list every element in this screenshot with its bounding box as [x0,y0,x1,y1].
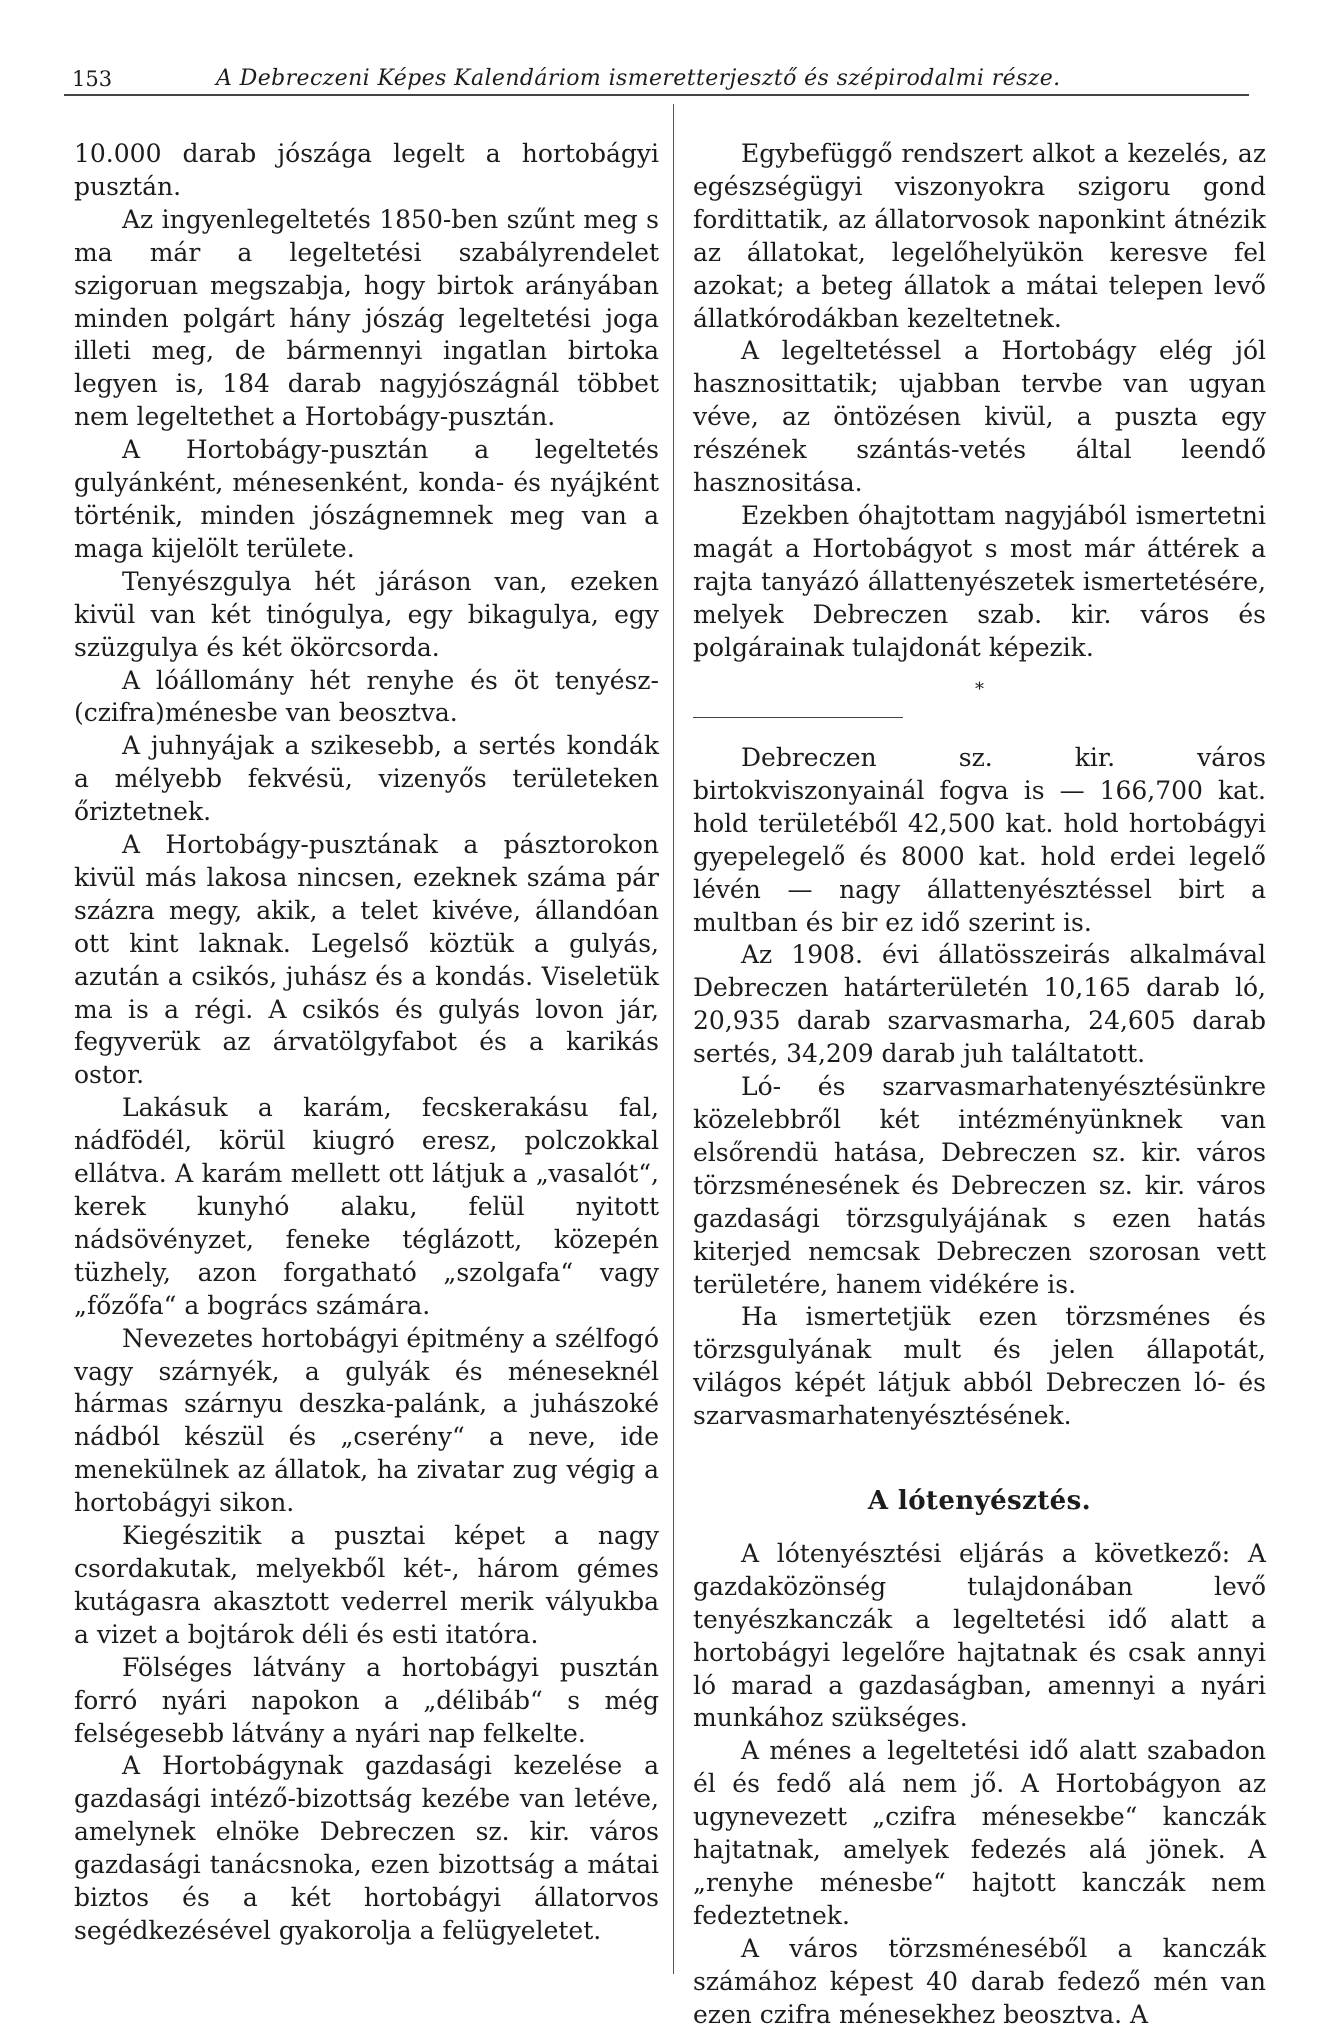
paragraph: Kiegészitik a pusztai képet a nagy csordakutak, melyekből két-, három gémes kutágasra akasztott vederrel merik vályukba a vizet a bojtárok déli és esti itatóra. [74,1521,659,1649]
separator-rule [693,717,903,719]
paragraph: A juhnyájak a szikesebb, a sertés kondák a mélyebb fekvésü, vizenyős területeken őriztetnek. [74,731,659,827]
paragraph: A Hortobágy-pusztának a pásztorokon kivül más lakosa nincsen, ezeknek száma pár százra megy, akik, a telet kivéve, állandóan ott kint laknak. Legelső köztük a gulyás, azután a csikós, juhász és a kondás. Viseletük ma is a régi. A csikós és gulyás lovon jár, fegyverük az árvatölgyfabot és a karikás ostor. [74,830,659,1090]
paragraph: A lótenyésztési eljárás a következő: A gazdaközönség tulajdonában levő tenyészkanczák a legeltetési idő alatt a hortobágyi legelőre hajtatnak és csak annyi ló marad a gazdaságban, amennyi a nyári munkához szükséges. [693,1538,1266,1733]
paragraph: Fölséges látvány a hortobágyi pusztán forró nyári napokon a „délibáb“ s még felségesebb látvány a nyári nap felkelte. [74,1652,659,1748]
paragraph: Ezekben óhajtottam nagyjából ismertetni magát a Hortobágyot s most már áttérek a rajta tanyázó állattenyészetek ismertetésére, melyek Debreczen szab. kir. város és polgárainak tulajdonát képezik. [693,500,1266,662]
paragraph: Tenyészgulya hét járáson van, ezeken kivül van két tinógulya, egy bikagulya, egy szüzgulya és két ökörcsorda. [74,566,659,662]
paragraph: Az 1908. évi állatösszeirás alkalmával Debreczen határterületén 10,165 darab ló, 20,935 darab szarvasmarha, 24,605 darab sertés, 34,209 darab juh találtatott. [693,940,1266,1069]
column-divider [673,104,674,1974]
paragraph: A Hortobágy-pusztán a legeltetés gulyánként, ménesenként, konda- és nyájként történik, minden jószágnemnek meg van a maga kijelölt területe. [74,435,659,563]
section-heading: A lótenyésztés. [867,1486,1092,1517]
section-separator: * [975,678,984,700]
paragraph: A legeltetéssel a Hortobágy elég jól hasznosittatik; ujabban tervbe van ugyan véve, az öntözésen kivül, a puszta egy részének szántás-vetés által leendő hasznositása. [693,336,1266,498]
left-column [74,138,659,1948]
running-title: A Debreczeni Képes Kalendáriom ismeretterjesztő és szépirodalmi része. [216,66,1061,91]
page-number: 153 [72,67,113,91]
paragraph: A Hortobágynak gazdasági kezelése a gazdasági intéző-bizottság kezébe van letéve, amelynek elnöke Debreczen sz. kir. város gazdasági tanácsnoka, ezen bizottság a mátai biztos és a két hortobágyi állatorvos segédkezésével gyakorolja a felügyeletet. [74,1751,659,1945]
paragraph: Az ingyenlegeltetés 1850-ben szűnt meg s ma már a legeltetési szabályrendelet szigoruan megszabja, hogy birtok arányában minden polgárt hány jószág legeltetési joga illeti meg, de bármennyi ingatlan birtoka legyen is, 184 darab nagyjószágnál többet nem legeltethet a Hortobágy-pusztán. [74,204,659,432]
header-rule [64,94,1249,96]
right-column [693,138,1266,2032]
paragraph: Debreczen sz. kir. város birtokviszonyainál fogva is — 166,700 kat. hold területéből 42,500 kat. hold hortobágyi gyepelegelő és 8000 kat. hold erdei legelő lévén — nagy állattenyésztéssel birt a multban és bir ez idő szerint is. [693,743,1266,937]
running-header [64,58,1184,94]
paragraph: A város törzsméneséből a kanczák számához képest 40 darab fedező mén van ezen czifra ménesekhez beosztva. A [693,1933,1266,2029]
paragraph: Ha ismertetjük ezen törzsménes és törzsgulyának mult és jelen állapotát, világos képét látjuk abból Debreczen ló- és szarvasmarhatenyésztésének. [693,1302,1266,1431]
paragraph: Ló- és szarvasmarhatenyésztésünkre közelebbről két intézményünknek van elsőrendü hatása, Debreczen sz. kir. város törzsménesének és Debreczen sz. kir. város gazdasági törzsgulyájának s ezen hatás kiterjed nemcsak Debreczen szorosan vett területére, hanem vidékére is. [693,1072,1266,1299]
paragraph: Egybefüggő rendszert alkot a kezelés, az egészségügyi viszonyokra szigoru gond fordittatik, az állatorvosok naponkint átnézik az állatokat, legelőhelyükön keresve fel azokat; a beteg állatok a mátai telepen levő állatkórodákban kezeltetnek. [693,139,1266,333]
paragraph: A ménes a legeltetési idő alatt szabadon él és fedő alá nem jő. A Hortobágyon az ugynevezett „czifra ménesekbe“ kanczák hajtatnak, amelyek fedezés alá jönek. A „renyhe ménesbe“ hajtott kanczák nem fedeztetnek. [693,1736,1266,1930]
paragraph: Nevezetes hortobágyi épitmény a szélfogó vagy szárnyék, a gulyák és méneseknél hármas szárnyu deszka-palánk, a juhászoké nádból készül és „cserény“ a neve, ide menekülnek az állatok, ha zivatar zug végig a hortobágyi sikon. [74,1323,659,1518]
paragraph: A lóállomány hét renyhe és öt tenyész-(czifra)ménesbe van beosztva. [74,665,659,728]
paragraph: Lakásuk a karám, fecskerakásu fal, nádfödél, körül kiugró eresz, polczokkal ellátva. A karám mellett ott látjuk a „vasalót“, kerek kunyhó alaku, felül nyitott nádsövényzet, feneke téglázott, közepén tüzhely, azon forgatható „szolgafa“ vagy „főzőfa“ a bogrács számára. [74,1093,659,1320]
paragraph: 10.000 darab jószága legelt a hortobágyi pusztán. [74,139,659,201]
